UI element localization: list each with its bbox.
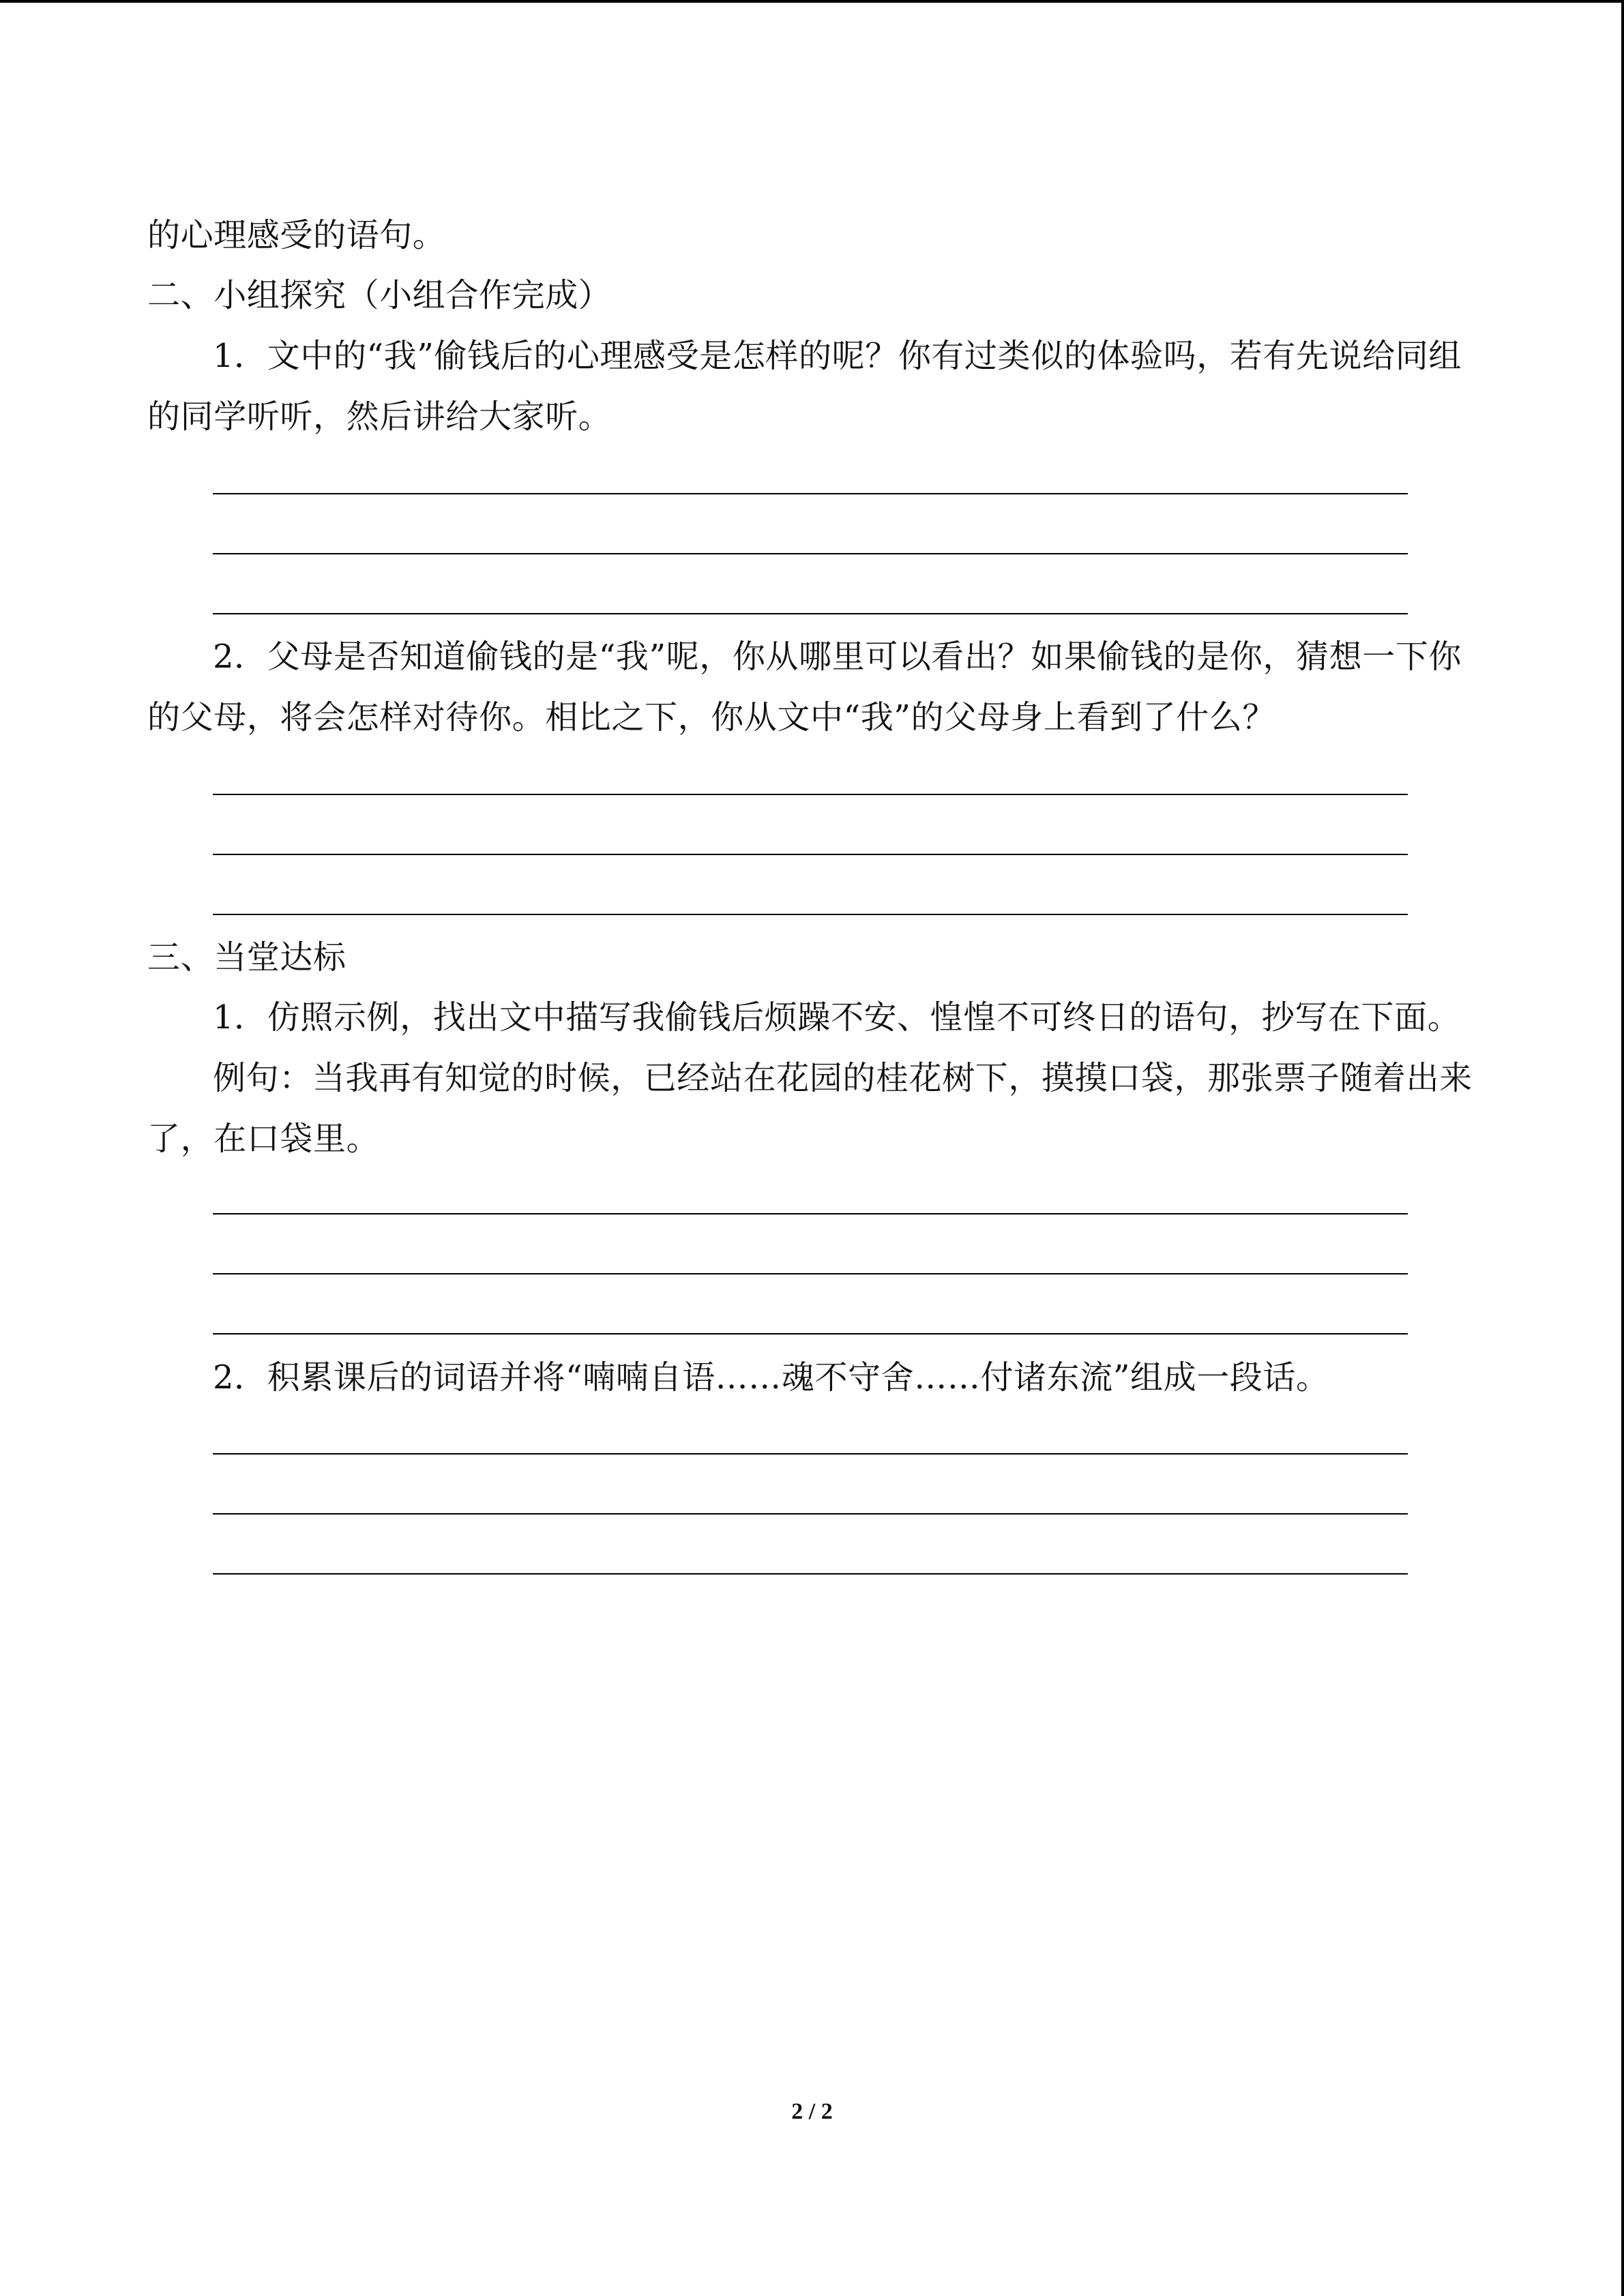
section3-q1-example-line2: 了，在口袋里。 [147, 1120, 380, 1158]
section3-q1-answer-line-1[interactable] [213, 1213, 1408, 1214]
section2-q1-line1: 1．文中的“我”偷钱后的心理感受是怎样的呢？你有过类似的体验吗，若有先说给同组 [213, 337, 1462, 375]
section3-q1-example-line1: 例句：当我再有知觉的时候，已经站在花园的桂花树下，摸摸口袋，那张票子随着出来 [213, 1059, 1473, 1097]
page-border-right [1621, 0, 1624, 2296]
page-number: 2 / 2 [791, 2099, 833, 2124]
section3-heading: 三、当堂达标 [147, 938, 346, 976]
section2-q1-answer-line-2[interactable] [213, 553, 1408, 554]
section3-q1-answer-line-2[interactable] [213, 1273, 1408, 1274]
section2-q2-line1: 2．父母是否知道偷钱的是“我”呢，你从哪里可以看出？如果偷钱的是你，猜想一下你 [213, 638, 1462, 676]
section2-q1-answer-line-3[interactable] [213, 613, 1408, 614]
section2-q1-answer-line-1[interactable] [213, 493, 1408, 494]
section2-heading: 二、小组探究（小组合作完成） [147, 276, 612, 314]
section3-q1-answer-line-3[interactable] [213, 1333, 1408, 1335]
section2-q1-line2: 的同学听听，然后讲给大家听。 [147, 398, 612, 436]
section3-q2-answer-line-1[interactable] [213, 1453, 1408, 1455]
section2-q2-line2: 的父母，将会怎样对待你。相比之下，你从文中“我”的父母身上看到了什么？ [147, 698, 1276, 736]
section3-q2-line1: 2．积累课后的词语并将“喃喃自语……魂不守舍……付诸东流”组成一段话。 [213, 1358, 1329, 1397]
section3-q2-answer-line-2[interactable] [213, 1513, 1408, 1515]
intro-continuation: 的心理感受的语句。 [147, 216, 446, 254]
section3-q2-answer-line-3[interactable] [213, 1573, 1408, 1575]
section2-q2-answer-line-1[interactable] [213, 794, 1408, 795]
section3-q1-line1: 1．仿照示例，找出文中描写我偷钱后烦躁不安、惶惶不可终日的语句，抄写在下面。 [213, 998, 1461, 1037]
page-border-top [0, 0, 1624, 3]
section2-q2-answer-line-3[interactable] [213, 914, 1408, 915]
section2-q2-answer-line-2[interactable] [213, 854, 1408, 855]
